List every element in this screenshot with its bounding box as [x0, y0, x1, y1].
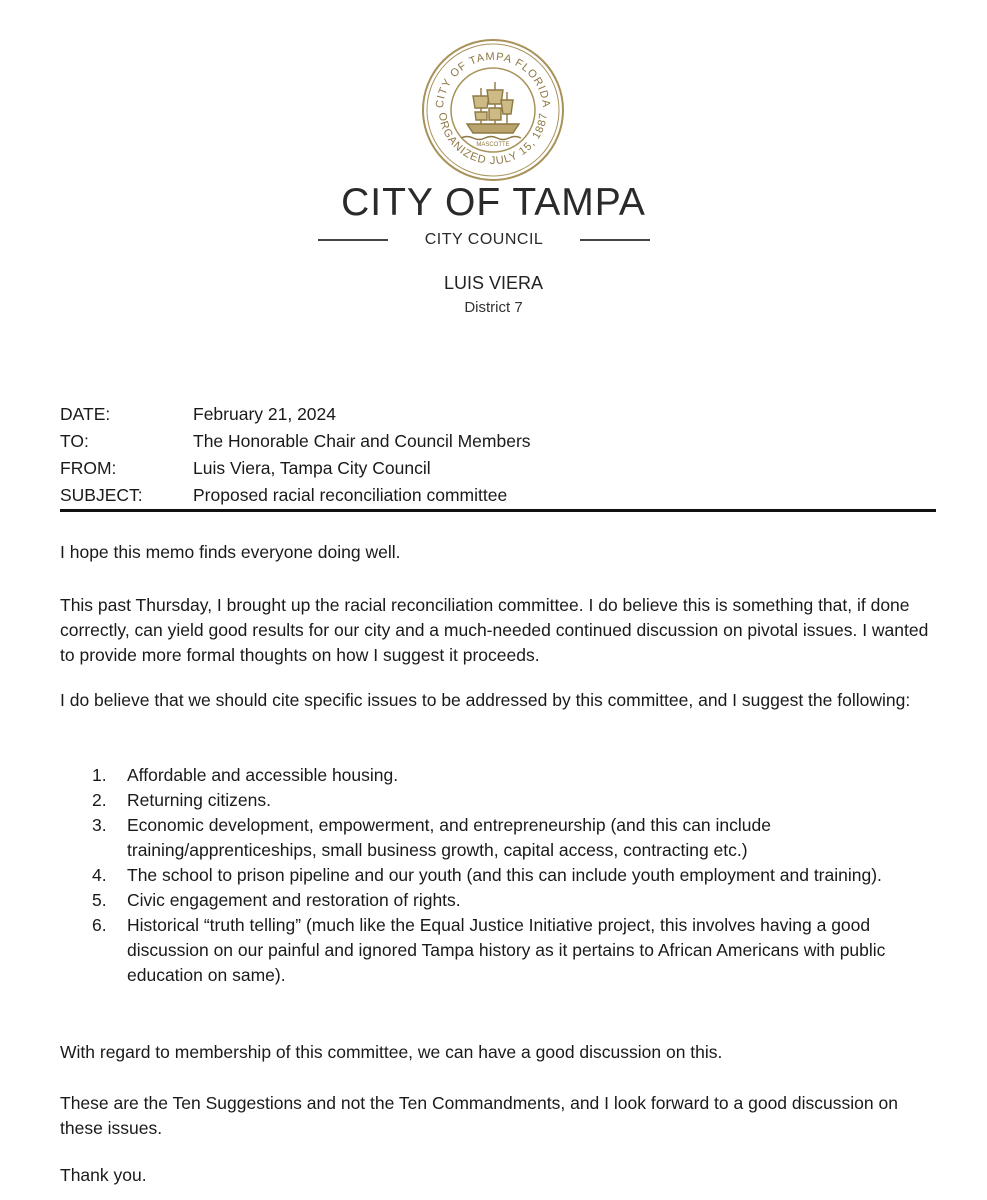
list-item: [92, 888, 912, 913]
memo-value: Proposed racial reconciliation committee: [193, 485, 508, 505]
seal-text-bottom: ORGANIZED JULY 15, 1887: [435, 111, 551, 168]
memo-value: Luis Viera, Tampa City Council: [193, 458, 431, 478]
member-name: LUIS VIERA: [443, 273, 544, 293]
right-rule: [580, 239, 650, 241]
memo-header-row-from: [60, 455, 936, 482]
memo-label: TO:: [60, 431, 89, 451]
list-number: 3.: [92, 815, 107, 835]
memo-header-row-to: [60, 428, 936, 455]
list-number: 1.: [92, 765, 107, 785]
ship-icon: [461, 82, 521, 140]
department-line: [318, 229, 650, 251]
department-name: CITY COUNCIL: [424, 231, 544, 248]
header-divider: [60, 509, 936, 512]
memo-value: The Honorable Chair and Council Members: [193, 431, 531, 451]
closing: Thank you.: [60, 1165, 147, 1185]
memo-header-row-subject: [60, 482, 936, 509]
memo-header-row-date: [60, 401, 936, 428]
list-number: 6.: [92, 915, 107, 935]
list-text: Affordable and accessible housing.: [127, 765, 399, 785]
issues-list: [92, 763, 912, 988]
seal-ship-label: MASCOTTE: [476, 142, 510, 148]
memo-label: DATE:: [60, 404, 111, 424]
list-item: [92, 863, 912, 888]
seal-text-top: CITY OF TAMPA FLORIDA: [433, 50, 553, 109]
city-seal-logo: [421, 38, 565, 182]
list-item: [92, 813, 912, 863]
paragraph-4: These are the Ten Suggestions and not the Ten Commandments, and I look forward to a good discussion on these issues.: [60, 1093, 898, 1138]
memo-header: [60, 401, 936, 509]
list-text: Civic engagement and restoration of rights.: [127, 890, 461, 910]
list-text: The school to prison pipeline and our youth (and this can include youth employment and training).: [127, 865, 882, 885]
left-rule: [318, 239, 388, 241]
paragraph-3: With regard to membership of this committee, we can have a good discussion on this.: [60, 1042, 723, 1062]
list-number: 2.: [92, 790, 107, 810]
list-number: 4.: [92, 865, 107, 885]
list-number: 5.: [92, 890, 107, 910]
list-item: [92, 788, 912, 813]
paragraph-1: This past Thursday, I brought up the racial reconciliation committee. I do believe this is something that, if done correctly, can yield good results for our city and a much-needed continued discussion on pivotal issues. I wanted to provide more formal thoughts on how I suggest it proceeds.: [60, 595, 929, 665]
list-text: Economic development, empowerment, and entrepreneurship (and this can include training/apprenticeships, small business growth, capital access, contracting etc.): [127, 815, 771, 860]
greeting: I hope this memo finds everyone doing well.: [60, 542, 401, 562]
memo-value: February 21, 2024: [193, 404, 337, 424]
list-item: [92, 763, 912, 788]
memo-label: SUBJECT:: [60, 485, 143, 505]
city-name: CITY OF TAMPA: [341, 181, 646, 224]
list-text: Historical “truth telling” (much like the Equal Justice Initiative project, this involves having a good discussion on our painful and ignored Tampa history as it pertains to African Americans with public education on same).: [127, 915, 886, 985]
memo-label: FROM:: [60, 458, 117, 478]
list-item: [92, 913, 912, 988]
list-text: Returning citizens.: [127, 790, 271, 810]
paragraph-2: I do believe that we should cite specific issues to be addressed by this committee, and I suggest the following:: [60, 690, 911, 710]
member-district: District 7: [464, 299, 523, 316]
